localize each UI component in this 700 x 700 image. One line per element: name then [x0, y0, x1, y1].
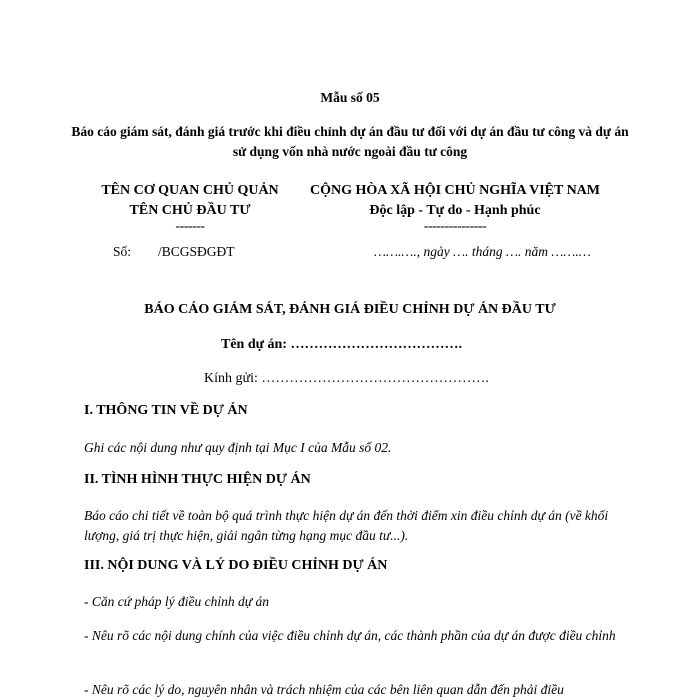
document-subtitle: Báo cáo giám sát, đánh giá trước khi điều chỉnh dự án đầu tư đối với dự án đầu tư công và dự án sử dụng vốn nhà nước ngoài đầu tư công: [71, 124, 629, 159]
section-3-item: - Nêu rõ các nội dung chính của việc điều chỉnh dự án, các thành phần của dự án được điều chỉnh: [84, 628, 616, 643]
country-name: CỘNG HÒA XÃ HỘI CHỦ NGHĨA VIỆT NAM: [309, 183, 600, 198]
section-2-body: Báo cáo chi tiết về toàn bộ quá trình thực hiện dự án đến thời điểm xin điều chỉnh dự án (về khối lượng, giá trị thực hiện, giải ngân từng hạng mục đầu tư...).: [84, 508, 609, 543]
agency-divider: -------: [175, 219, 205, 234]
agency-name: TÊN CƠ QUAN CHỦ QUẢN: [101, 183, 279, 198]
national-divider: ---------------: [423, 219, 487, 234]
section-1-body: Ghi các nội dung như quy định tại Mục I của Mẫu số 02.: [84, 440, 392, 455]
investor-name: TÊN CHỦ ĐẦU TƯ: [129, 203, 251, 218]
form-number: Mẫu số 05: [320, 90, 380, 105]
section-2-heading: II. TÌNH HÌNH THỰC HIỆN DỰ ÁN: [84, 472, 311, 487]
report-title: BÁO CÁO GIÁM SÁT, ĐÁNH GIÁ ĐIỀU CHỈNH DỰ ÁN ĐẦU TƯ: [144, 302, 556, 317]
national-header: [265, 181, 645, 233]
section-1-heading: I. THÔNG TIN VỀ DỰ ÁN: [84, 403, 248, 418]
document-number-code: /BCGSĐGĐT: [158, 244, 235, 259]
project-name-field: Tên dự án: ……………………………….: [221, 337, 462, 352]
date-line: …….…., ngày …. tháng …. năm …….…: [374, 244, 591, 259]
section-3-item: - Căn cứ pháp lý điều chỉnh dự án: [84, 594, 269, 609]
section-3-item: - Nêu rõ các lý do, nguyên nhân và trách nhiệm của các bên liên quan dẫn đến phải điều: [84, 682, 564, 697]
recipient-field: Kính gửi: ………………………………………….: [204, 371, 489, 386]
document-number-label: Số:: [113, 244, 132, 259]
section-3-heading: III. NỘI DUNG VÀ LÝ DO ĐIỀU CHỈNH DỰ ÁN: [84, 558, 388, 573]
national-motto: Độc lập - Tự do - Hạnh phúc: [369, 203, 541, 218]
